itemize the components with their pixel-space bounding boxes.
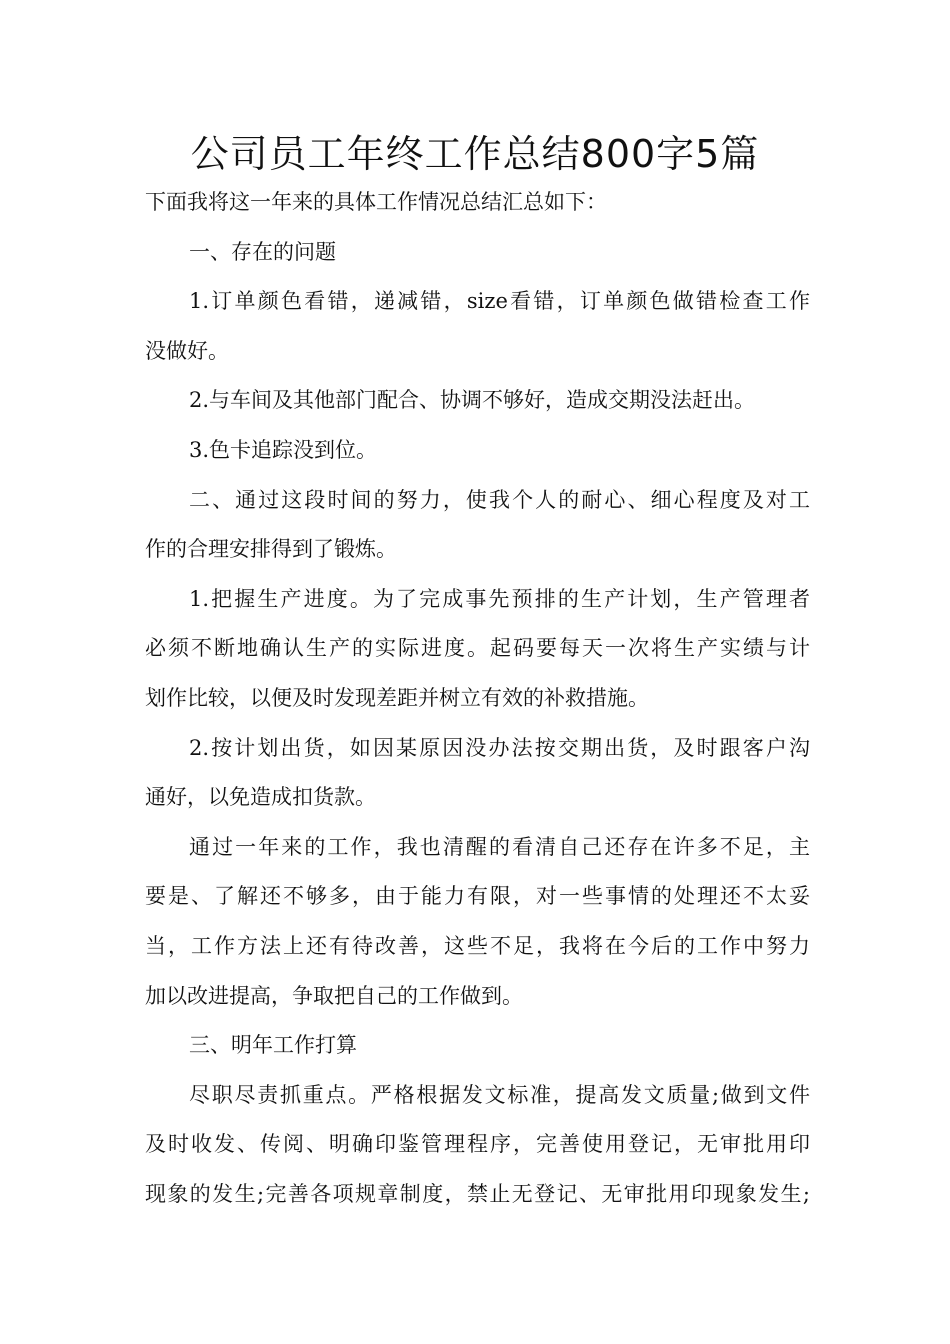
text-line: 通过一年来的工作，我也清醒的看清自己还存在许多不足，主 (189, 834, 810, 859)
text-line: 通好，以免造成扣货款。 (145, 785, 376, 810)
text-line: 划作比较，以便及时发现差距并树立有效的补救措施。 (145, 685, 649, 710)
text-line: 2.按计划出货，如因某原因没办法按交期出货，及时跟客户沟 (189, 735, 810, 760)
text-line: 没做好。 (145, 338, 229, 363)
text-line: 二、通过这段时间的努力，使我个人的耐心、细心程度及对工 (189, 487, 810, 512)
text-line: 尽职尽责抓重点。严格根据发文标准，提高发文质量;做到文件 (189, 1082, 810, 1107)
text-line: 要是、了解还不够多，由于能力有限，对一些事情的处理还不太妥 (145, 884, 810, 909)
text-line: 2.与车间及其他部门配合、协调不够好，造成交期没法赶出。 (189, 388, 756, 413)
text-line: 现象的发生;完善各项规章制度，禁止无登记、无审批用印现象发生; (145, 1181, 810, 1206)
text-line: 1.把握生产进度。为了完成事先预排的生产计划，生产管理者 (189, 586, 810, 611)
text-line: 3.色卡追踪没到位。 (189, 437, 378, 462)
text-line: 下面我将这一年来的具体工作情况总结汇总如下： (145, 190, 607, 214)
text-line: 三、明年工作打算 (189, 1033, 357, 1058)
document-body (145, 178, 810, 1219)
text-line: 一、存在的问题 (189, 239, 336, 264)
text-line: 作的合理安排得到了锻炼。 (145, 537, 397, 562)
text-line: 必须不断地确认生产的实际进度。起码要每天一次将生产实绩与计 (145, 636, 810, 661)
text-line: 1.订单颜色看错，递减错，size看错，订单颜色做错检查工作 (189, 289, 810, 314)
document-title: 公司员工年终工作总结800字5篇 (190, 132, 760, 176)
text-line: 当，工作方法上还有待改善，这些不足，我将在今后的工作中努力 (145, 933, 810, 958)
text-line: 及时收发、传阅、明确印鉴管理程序，完善使用登记，无审批用印 (145, 1132, 810, 1157)
text-line: 加以改进提高，争取把自己的工作做到。 (145, 983, 523, 1008)
